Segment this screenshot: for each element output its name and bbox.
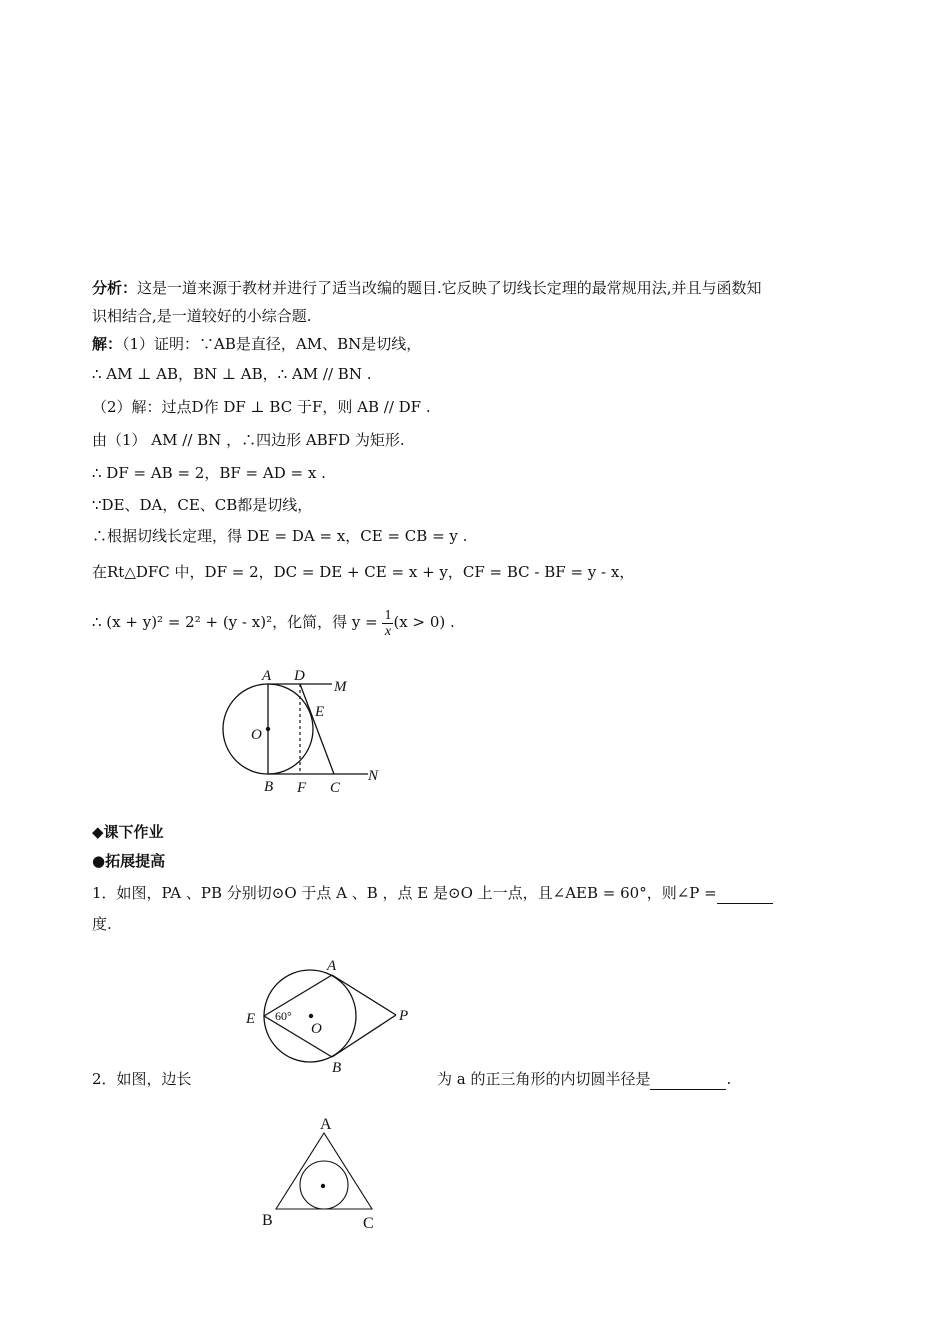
figure-tangent-angle xyxy=(238,952,418,1077)
tangent-pb xyxy=(332,1015,396,1057)
fraction-denominator: x xyxy=(384,623,392,639)
equilateral-triangle xyxy=(276,1133,372,1209)
label-e: E xyxy=(315,704,325,720)
label-e-2: E xyxy=(246,1011,256,1027)
figure-equilateral-incircle xyxy=(252,1108,392,1233)
section-extension: ●拓展提高 xyxy=(92,852,166,870)
question-1 xyxy=(92,882,773,904)
question-2-end xyxy=(437,1068,731,1090)
tangent-dc xyxy=(300,684,334,774)
figure-circle-tangents xyxy=(210,660,400,800)
label-a-3: A xyxy=(320,1116,332,1133)
solution-domain: (x > 0) . xyxy=(393,613,455,631)
center-dot-2 xyxy=(309,1014,313,1018)
analysis-label: 分析： xyxy=(92,279,138,297)
answer-blank-1[interactable] xyxy=(717,885,773,904)
analysis-line-2: 识相结合,是一道较好的小综合题. xyxy=(92,307,312,325)
label-b-3: B xyxy=(262,1212,273,1229)
analysis-line-1 xyxy=(92,277,762,299)
fraction-numerator: 1 xyxy=(384,607,392,623)
label-a: A xyxy=(262,668,272,684)
center-dot xyxy=(266,727,270,731)
fraction-1-over-x xyxy=(382,608,393,639)
tangent-pa xyxy=(332,975,396,1015)
label-a-2: A xyxy=(327,958,337,974)
solution-line-2: ∴ AM ⊥ AB，BN ⊥ AB，∴ AM // BN . xyxy=(92,365,372,383)
solution-equation: ∴ (x + y)² = 2² + (y - x)²，化简，得 y = xyxy=(92,613,378,631)
incenter-dot xyxy=(321,1184,325,1188)
label-o-2: O xyxy=(311,1021,322,1037)
section-homework: ◆课下作业 xyxy=(92,823,164,841)
label-c: C xyxy=(330,780,341,796)
question-1-tail: 度. xyxy=(92,915,112,933)
solution-line-3: （2）解：过点D作 DF ⊥ BC 于F，则 AB // DF . xyxy=(92,398,431,416)
solution-line-5: ∴ DF = AB = 2，BF = AD = x . xyxy=(92,464,326,482)
solution-line-9 xyxy=(92,600,455,644)
label-angle-60: 60° xyxy=(275,1009,292,1023)
question-1-text: 1．如图，PA 、PB 分别切⊙O 于点 A 、B ，点 E 是⊙O 上一点，且∠AEB = 60°，则∠P = xyxy=(92,884,717,902)
label-c-3: C xyxy=(363,1215,374,1232)
solution-line-6: ∵DE、DA，CE、CB都是切线， xyxy=(92,496,313,514)
label-n: N xyxy=(368,768,379,784)
analysis-text-1: 这是一道来源于教材并进行了适当改编的题目.它反映了切线长定理的最常规用法,并且与函数知 xyxy=(137,279,762,297)
label-p: P xyxy=(399,1008,409,1024)
answer-blank-2[interactable] xyxy=(650,1071,726,1090)
question-2-period: . xyxy=(726,1070,732,1088)
label-o: O xyxy=(251,727,262,743)
solution-text-1: （1）证明：∵AB是直径，AM、BN是切线， xyxy=(122,335,422,353)
solution-line-4: 由（1） AM // BN ，∴四边形 ABFD 为矩形. xyxy=(92,431,405,449)
label-b: B xyxy=(264,779,274,795)
label-b-2: B xyxy=(332,1060,342,1076)
solution-label: 解： xyxy=(92,335,123,353)
question-2-text: 为 a 的正三角形的内切圆半径是 xyxy=(437,1070,651,1088)
solution-line-1 xyxy=(92,333,421,355)
label-d: D xyxy=(294,668,305,684)
label-m: M xyxy=(334,679,347,695)
solution-line-8: 在Rt△DFC 中，DF = 2，DC = DE + CE = x + y，CF = BC - BF = y - x， xyxy=(92,563,635,581)
label-f: F xyxy=(297,780,307,796)
solution-line-7: ∴根据切线长定理，得 DE = DA = x，CE = CB = y . xyxy=(92,527,468,545)
question-2-start: 2．如图，边长 xyxy=(92,1070,192,1088)
